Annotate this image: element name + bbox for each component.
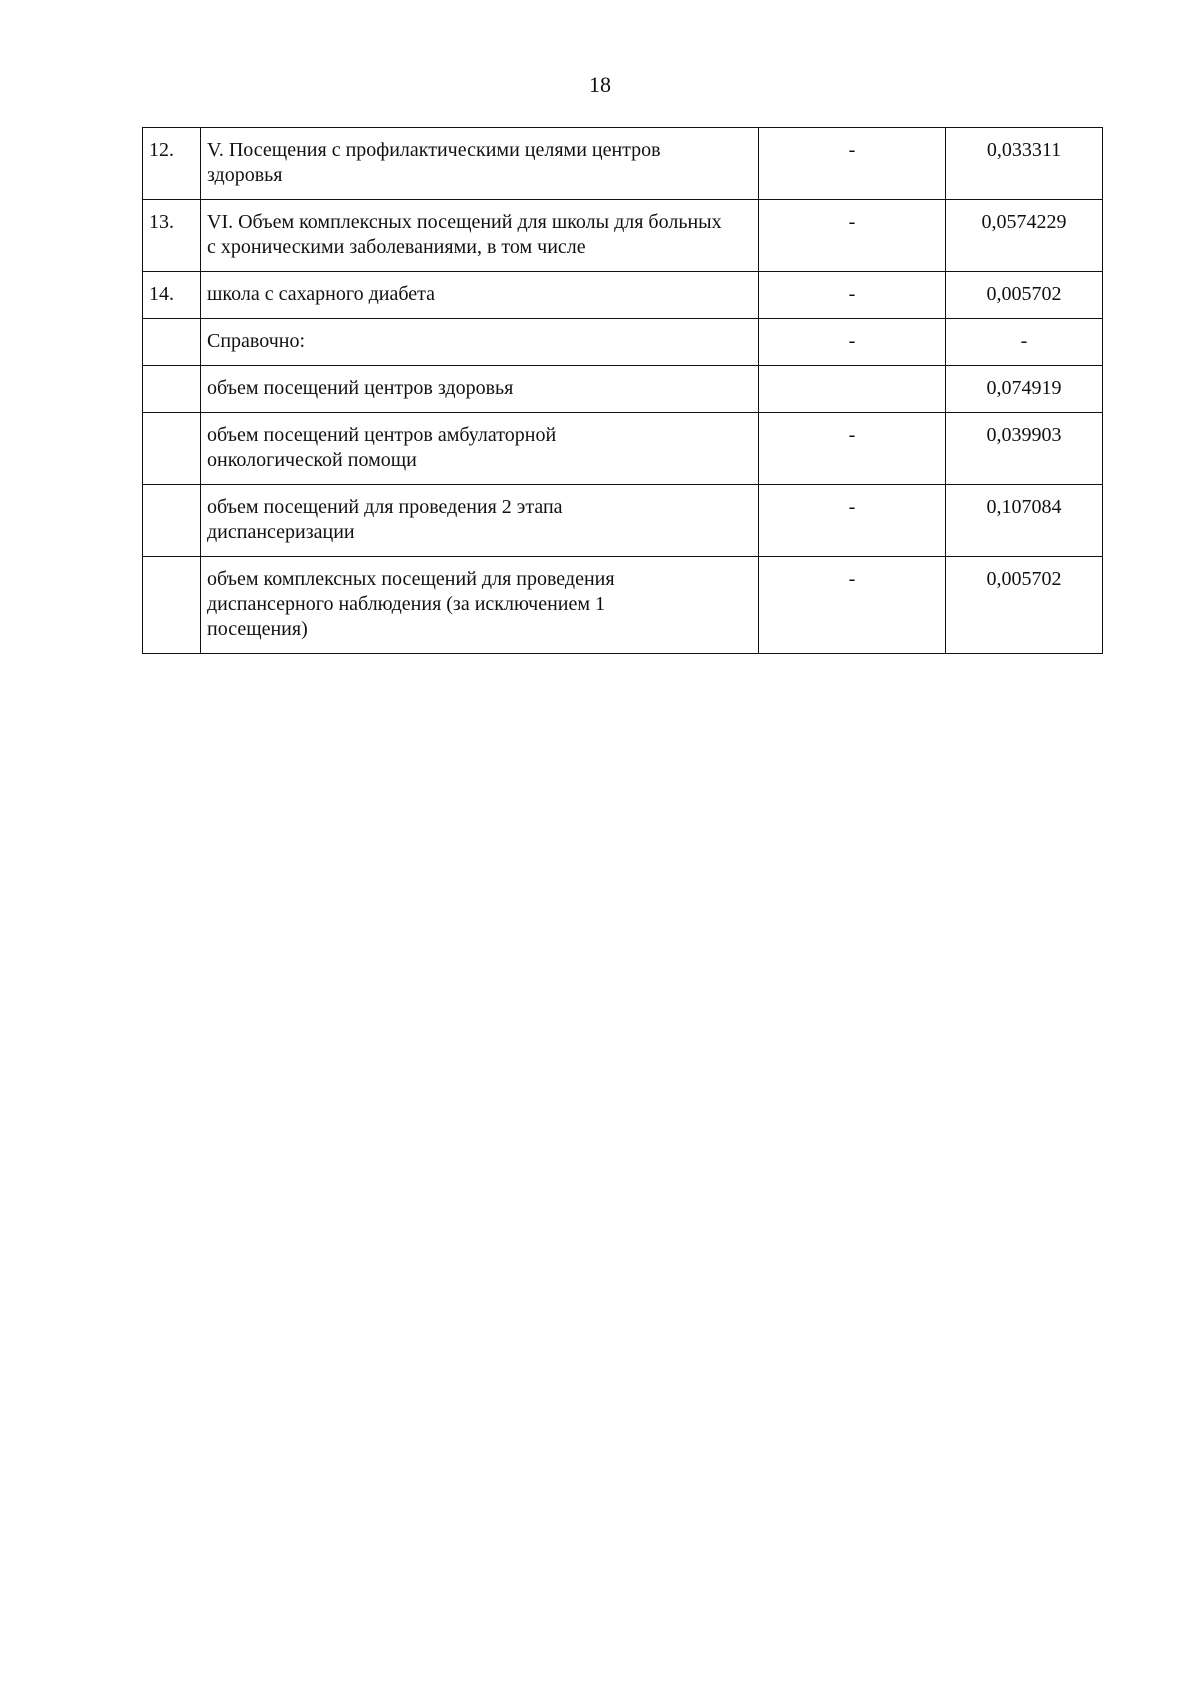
row-name: объем посещений для проведения 2 этапа диспансеризации [201,485,759,557]
row-value-a [759,366,946,413]
row-name: объем комплексных посещений для проведения диспансерного наблюдения (за исключением 1 посещения) [201,557,759,654]
row-value-a: - [759,485,946,557]
page-number: 18 [589,72,611,97]
row-name: школа с сахарного диабета [201,272,759,319]
row-name: VI. Объем комплексных посещений для школы для больных с хроническими заболеваниями, в том числе [201,200,759,272]
data-table [142,127,1103,654]
row-number [143,413,201,485]
table-row [143,319,1103,366]
row-value-a: - [759,413,946,485]
table-row [143,485,1103,557]
row-number [143,319,201,366]
row-value-b: 0,005702 [946,272,1103,319]
row-value-b: 0,074919 [946,366,1103,413]
row-name: V. Посещения с профилактическими целями центров здоровья [201,128,759,200]
table-row [143,200,1103,272]
table-row [143,128,1103,200]
row-value-b: 0,0574229 [946,200,1103,272]
row-value-a: - [759,557,946,654]
table-row [143,413,1103,485]
row-number: 13. [143,200,201,272]
row-value-b: 0,039903 [946,413,1103,485]
row-value-b: - [946,319,1103,366]
table-row [143,557,1103,654]
row-number [143,485,201,557]
row-value-b: 0,107084 [946,485,1103,557]
table-row [143,272,1103,319]
row-value-a: - [759,128,946,200]
row-number [143,557,201,654]
row-value-b: 0,005702 [946,557,1103,654]
table-row [143,366,1103,413]
row-number [143,366,201,413]
row-name: Справочно: [201,319,759,366]
row-name: объем посещений центров амбулаторной онкологической помощи [201,413,759,485]
row-number: 14. [143,272,201,319]
row-value-a: - [759,272,946,319]
row-value-b: 0,033311 [946,128,1103,200]
row-name: объем посещений центров здоровья [201,366,759,413]
row-value-a: - [759,200,946,272]
row-value-a: - [759,319,946,366]
row-number: 12. [143,128,201,200]
